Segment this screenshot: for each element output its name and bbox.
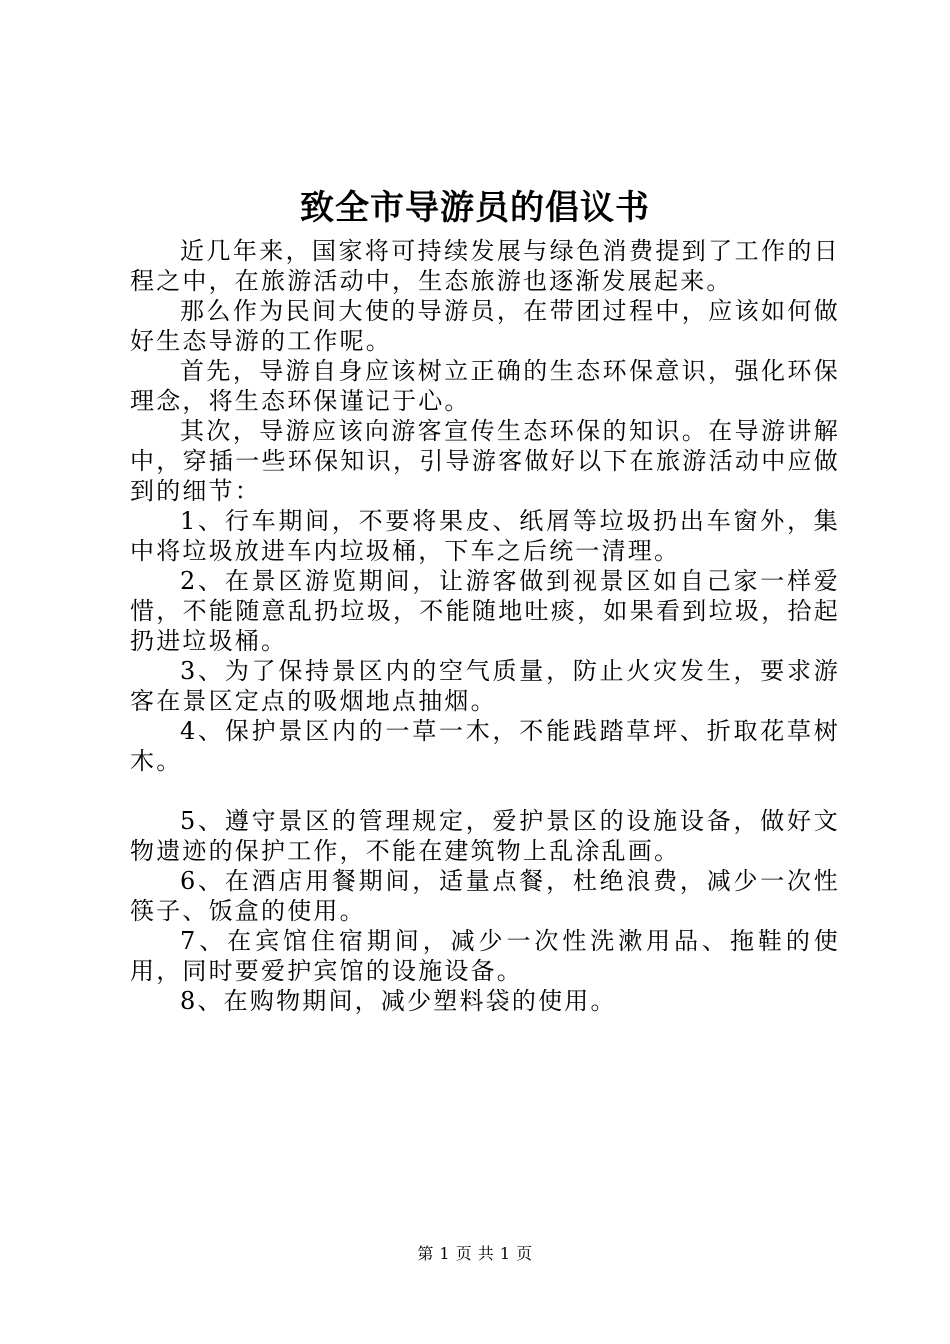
paragraph-first: 首先，导游自身应该树立正确的生态环保意识，强化环保理念，将生态环保谨记于心。 [130, 357, 840, 415]
document-body [130, 236, 840, 1016]
list-item-4: 4、保护景区内的一草一木，不能践踏草坪、折取花草树木。 [130, 717, 840, 775]
list-item-1: 1、行车期间，不要将果皮、纸屑等垃圾扔出车窗外，集中将垃圾放进车内垃圾桶，下车之后统一清理。 [130, 507, 840, 565]
list-item-6: 6、在酒店用餐期间，适量点餐，杜绝浪费，减少一次性筷子、饭盒的使用。 [130, 867, 840, 925]
list-item-3: 3、为了保持景区内的空气质量，防止火灾发生，要求游客在景区定点的吸烟地点抽烟。 [130, 657, 840, 715]
list-item-8: 8、在购物期间，减少塑料袋的使用。 [180, 987, 617, 1015]
paragraph-question: 那么作为民间大使的导游员，在带团过程中，应该如何做好生态导游的工作呢。 [130, 297, 840, 355]
document-title: 致全市导游员的倡议书 [300, 188, 650, 228]
list-item-2: 2、在景区游览期间，让游客做到视景区如自己家一样爱惜，不能随意乱扔垃圾，不能随地吐痰，如果看到垃圾，拾起扔进垃圾桶。 [130, 567, 840, 655]
paragraph-second: 其次，导游应该向游客宣传生态环保的知识。在导游讲解中，穿插一些环保知识，引导游客做好以下在旅游活动中应做到的细节： [130, 417, 840, 505]
list-item-5: 5、遵守景区的管理规定，爱护景区的设施设备，做好文物遗迹的保护工作，不能在建筑物上乱涂乱画。 [130, 807, 840, 865]
page-footer: 第 1 页 共 1 页 [417, 1244, 533, 1263]
list-item-7: 7、在宾馆住宿期间，减少一次性洗漱用品、拖鞋的使用，同时要爱护宾馆的设施设备。 [130, 927, 840, 985]
paragraph-intro: 近几年来，国家将可持续发展与绿色消费提到了工作的日程之中，在旅游活动中，生态旅游也逐渐发展起来。 [130, 237, 840, 295]
